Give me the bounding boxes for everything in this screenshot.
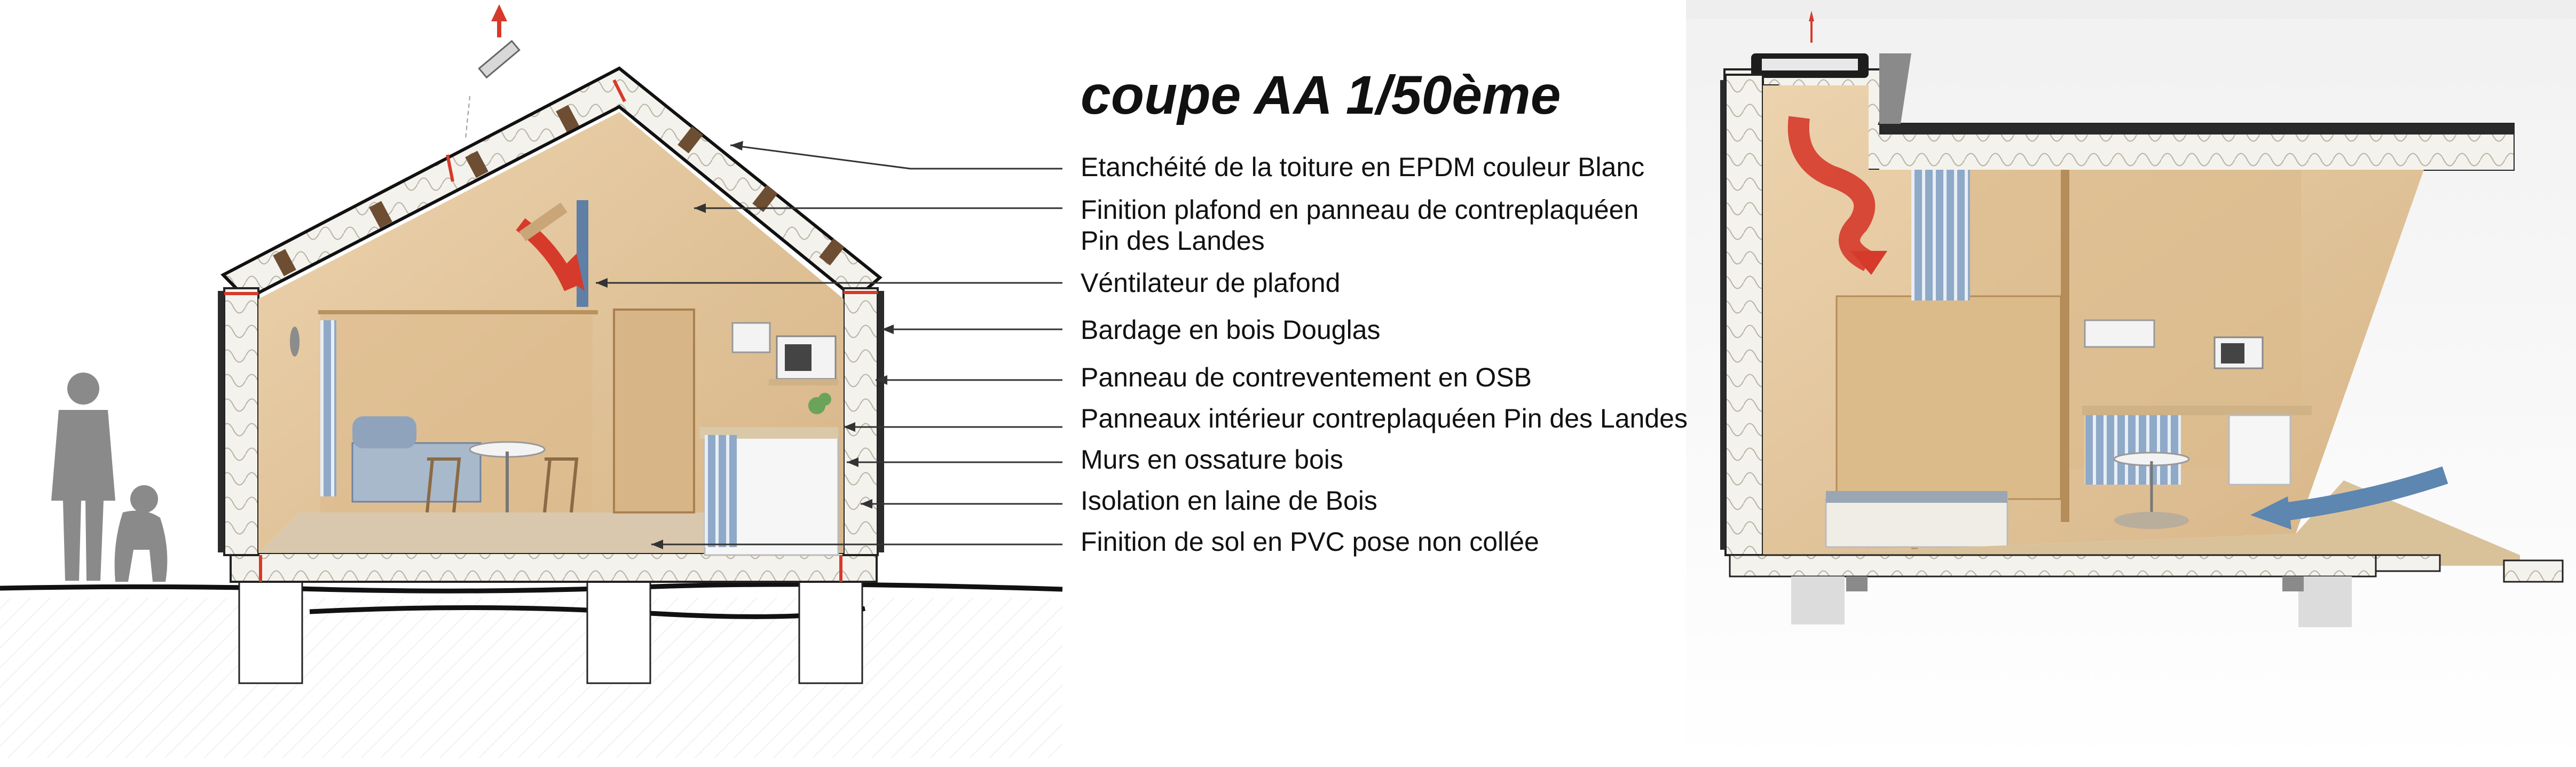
- section-right-perspective: [1686, 0, 2576, 767]
- annotation-interior-panels: Panneaux intérieur contreplaquéen Pin des Landes: [1081, 404, 1688, 433]
- annotation-osb-bracing: Panneau de contreventement en OSB: [1081, 362, 1532, 392]
- curtain-right: [1911, 170, 1970, 301]
- annotation-cladding: Bardage en bois Douglas: [1081, 315, 1381, 345]
- ground-hatch: [0, 598, 1062, 758]
- floor-slab-right: [1730, 555, 2376, 576]
- annotation-insulation: Isolation en laine de Bois: [1081, 486, 1377, 516]
- wall-right-section: [1726, 75, 1763, 555]
- annotation-ceiling-finish: Finition plafond en panneau de contreplaquéen Pin des Landes: [1081, 195, 1639, 256]
- annotation-roof-membrane: Etanchéité de la toiture en EPDM couleur Blanc: [1081, 152, 1645, 182]
- shelf: [769, 379, 838, 385]
- floor-slab: [231, 553, 877, 582]
- pier-right: [1791, 576, 1845, 624]
- section-title: coupe AA 1/50ème: [1081, 65, 1561, 125]
- kitchen-curtain: [705, 435, 737, 547]
- bed: [352, 443, 480, 502]
- curtain-left: [320, 320, 336, 496]
- counter-right: [2082, 406, 2312, 415]
- bed-right: [1826, 499, 2007, 547]
- section-left: [0, 4, 1062, 758]
- cabinet-right: [2085, 320, 2154, 347]
- wall-right: [844, 288, 878, 555]
- annotation-timber-frame: Murs en ossature bois: [1081, 445, 1343, 475]
- interior-door: [614, 310, 694, 512]
- wall-mirror: [290, 327, 300, 357]
- partition: [1837, 296, 2061, 499]
- annotation-floor-finish: Finition de sol en PVC pose non collée: [1081, 527, 1539, 557]
- ventilation-duct: [577, 200, 588, 307]
- cladding-left: [218, 291, 224, 552]
- bed-pillows: [352, 416, 416, 448]
- roof-vent: [479, 41, 519, 77]
- person-silhouette: [51, 373, 115, 581]
- wall-left: [224, 288, 258, 555]
- roof-vent-arrow: [491, 4, 507, 21]
- column: [2061, 170, 2069, 522]
- wall-cabinet: [732, 323, 770, 352]
- ground-line: [0, 584, 1062, 591]
- dog-silhouette: [115, 485, 168, 582]
- annotation-ceiling-fan: Véntilateur de plafond: [1081, 268, 1341, 298]
